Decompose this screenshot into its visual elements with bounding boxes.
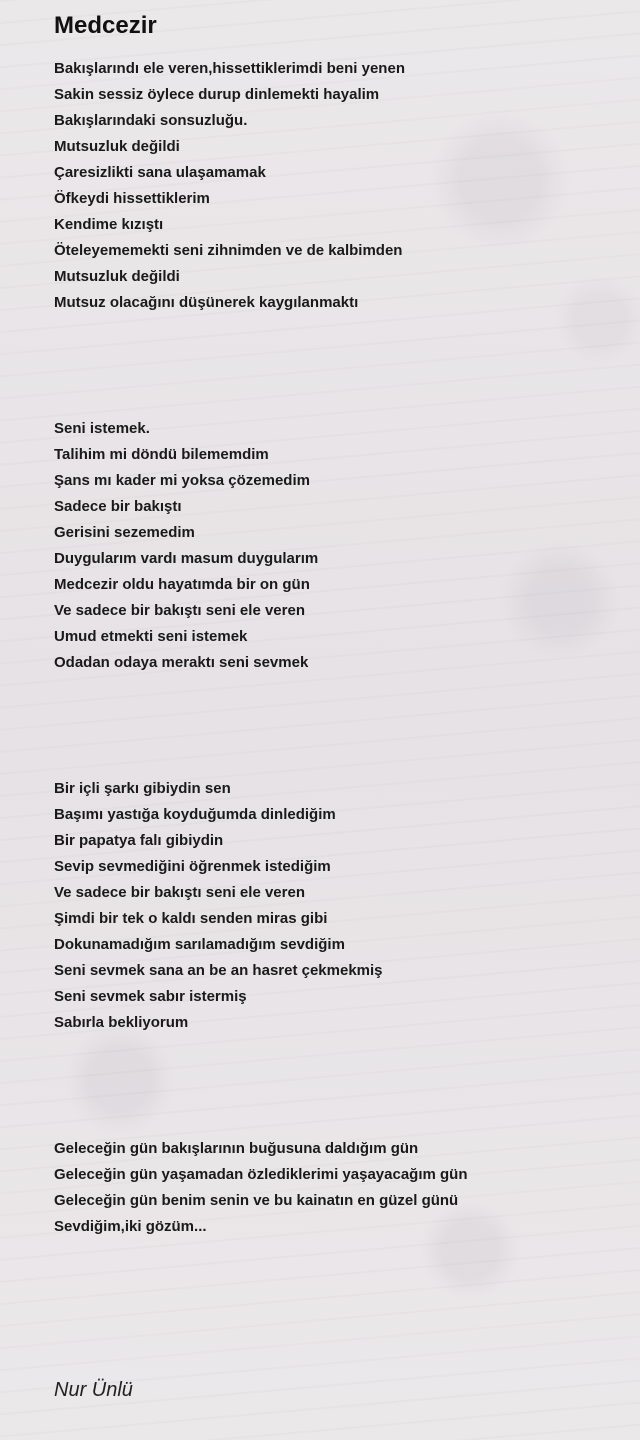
poem-line: Duygularım vardı masum duygularım [54,550,319,567]
poem-line: Dokunamadığım sarılamadığım sevdiğim [54,936,345,953]
stanza-spacer [54,1036,614,1136]
poem-line: Kendime kızıştı [54,216,164,233]
poem-line: Odadan odaya meraktı seni sevmek [54,654,309,671]
poem-line: Öteleyememekti seni zihnimden ve de kalbimden [54,242,403,259]
poem-line: Bakışlarındı ele veren,hissettiklerimdi beni yenen [54,60,405,77]
poem-line: Geleceğin gün benim senin ve bu kainatın en güzel günü [54,1192,459,1209]
poem-line: Seni sevmek sana an be an hasret çekmekmiş [54,962,383,979]
poem-line: Mutsuzluk değildi [54,138,180,155]
poem-line: Gerisini sezemedim [54,524,195,541]
poem-line: Öfkeydi hissettiklerim [54,190,210,207]
poem-line: Ve sadece bir bakıştı seni ele veren [54,602,305,619]
poem-line: Umud etmekti seni istemek [54,628,248,645]
poem-line: Çaresizlikti sana ulaşamamak [54,164,266,181]
poem-line: Mutsuz olacağını düşünerek kaygılanmaktı [54,294,359,311]
poem-line: Ve sadece bir bakıştı seni ele veren [54,884,305,901]
poem-author: Nur Ünlü [54,1379,133,1401]
poem-line: Seni istemek. [54,420,150,437]
stanza-2 [54,416,614,676]
poem-line: Bakışlarındaki sonsuzluğu. [54,112,248,129]
poem-line: Medcezir oldu hayatımda bir on gün [54,576,310,593]
poem-line: Sevip sevmediğini öğrenmek istediğim [54,858,331,875]
poem-line: Başımı yastığa koyduğumda dinlediğim [54,806,336,823]
poem-title: Medcezir [54,12,157,39]
poem-line: Sabırla bekliyorum [54,1014,189,1031]
poem-line: Seni sevmek sabır istermiş [54,988,247,1005]
poem-line: Mutsuzluk değildi [54,268,180,285]
poem-line: Şimdi bir tek o kaldı senden miras gibi [54,910,328,927]
stanza-spacer [54,676,614,776]
poem-line: Bir içli şarkı gibiydin sen [54,780,231,797]
poem-line: Sadece bir bakıştı [54,498,182,515]
poem-line: Sakin sessiz öylece durup dinlemekti hayalim [54,86,380,103]
author-spacer [54,1240,614,1376]
poem-line: Talihim mi döndü bilememdim [54,446,269,463]
poem-container [54,10,614,1404]
stanza-3 [54,776,614,1036]
poem-line: Geleceğin gün yaşamadan özlediklerimi yaşayacağım gün [54,1166,468,1183]
poem-line: Şans mı kader mi yoksa çözemedim [54,472,310,489]
stanza-spacer [54,316,614,416]
poem-line: Geleceğin gün bakışlarının buğusuna daldığım gün [54,1140,419,1157]
stanza-4 [54,1136,614,1240]
poem-line: Sevdiğim,iki gözüm... [54,1218,207,1235]
stanza-1 [54,56,614,316]
poem-line: Bir papatya falı gibiydin [54,832,224,849]
